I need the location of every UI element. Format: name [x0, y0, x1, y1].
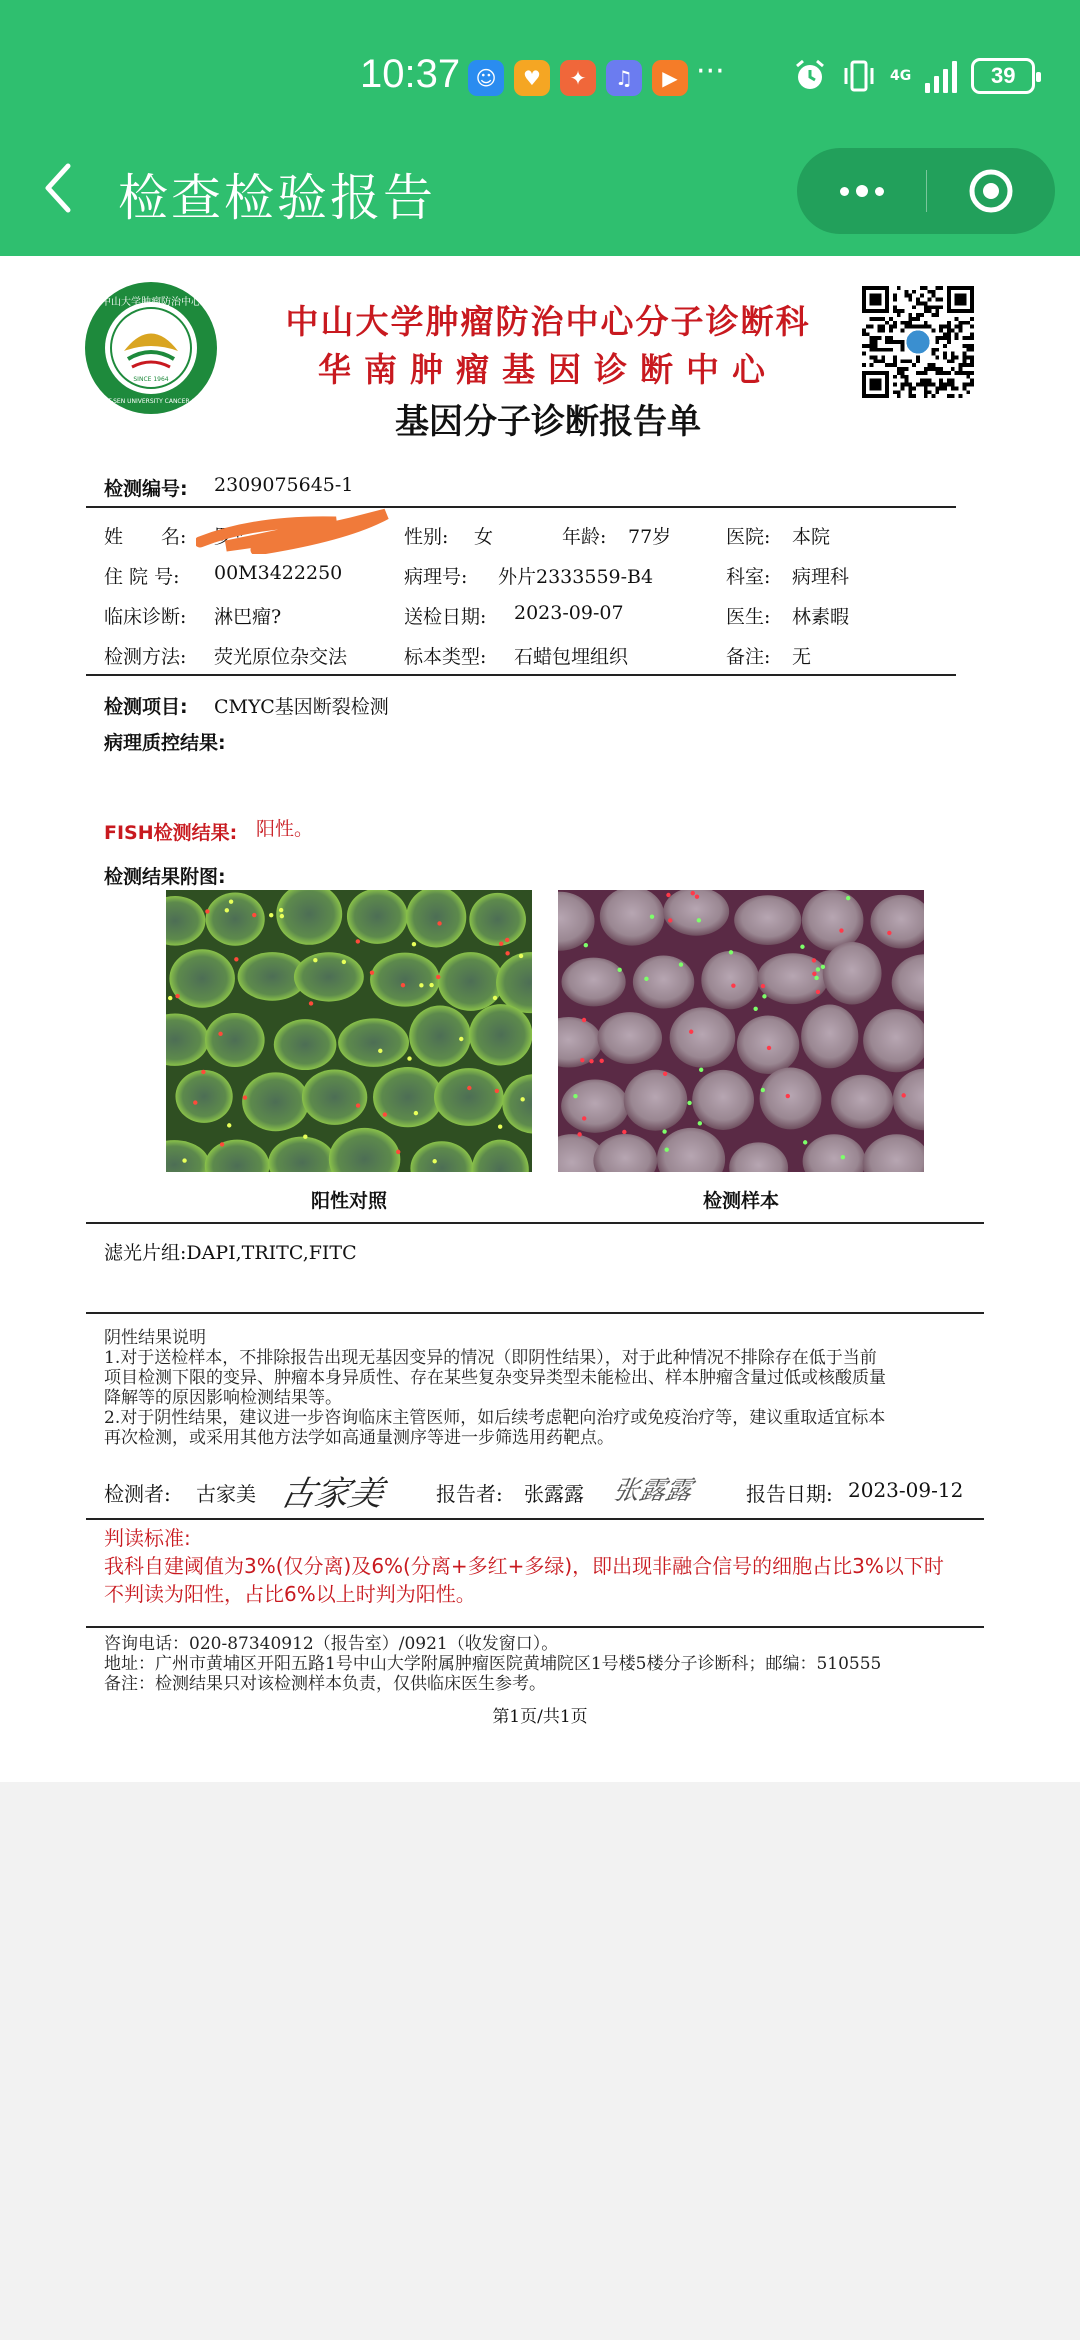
patient-name: 罗* [214, 526, 243, 548]
test-no: 2309075645-1 [214, 474, 354, 496]
tester-label: 检测者: [104, 1482, 171, 1506]
battery-level: 39 [990, 63, 1016, 88]
divider [86, 1222, 984, 1224]
video-app-icon: ▶ [652, 60, 688, 96]
inpatient-label: 住 院 号: [104, 566, 180, 588]
criteria-title: 判读标准: [104, 1526, 191, 1550]
more-notifications-icon: ··· [696, 54, 725, 89]
dept: 病理科 [792, 566, 850, 588]
logo-since: SINCE 1964 [133, 376, 169, 383]
report-date-label: 报告日期: [746, 1482, 833, 1506]
notification-icons [468, 60, 688, 96]
negative-note-line4: 2.对于阴性结果，建议进一步咨询临床主管医师，如后续考虑靶向治疗或免疫治疗等，建议重取适宜标本 [104, 1408, 886, 1428]
report-document [0, 256, 1080, 1782]
inpatient-no: 00M3422250 [214, 562, 343, 584]
gender-label: 性别: [404, 526, 449, 548]
reporter-label: 报告者: [436, 1482, 503, 1506]
dept-label: 科室: [726, 566, 771, 588]
music-app-icon: ♫ [606, 60, 642, 96]
disclaimer: 备注：检测结果只对该检测样本负责，仅供临床医生参考。 [104, 1674, 546, 1694]
alarm-icon [792, 58, 828, 94]
method: 荧光原位杂交法 [214, 646, 348, 668]
app-header [0, 0, 1080, 256]
shop-app-icon: ♥ [514, 60, 550, 96]
chat-app-icon: ☺ [468, 60, 504, 96]
hospital-logo [84, 281, 218, 415]
sample-type: 石蜡包埋组织 [514, 646, 629, 668]
reporter-name: 张露露 [524, 1482, 584, 1506]
positive-control-image [166, 890, 532, 1172]
back-button[interactable] [36, 158, 80, 218]
contact-info: 咨询电话：020-87340912（报告室）/0921（收发窗口）。 [104, 1634, 559, 1654]
social-app-icon: ✦ [560, 60, 596, 96]
images-label: 检测结果附图: [104, 866, 226, 888]
qc-label: 病理质控结果: [104, 732, 226, 754]
divider [86, 1626, 984, 1628]
filter-set: 滤光片组:DAPI,TRITC,FITC [104, 1242, 357, 1264]
status-time: 10:37 [360, 52, 461, 96]
remark: 无 [792, 646, 812, 668]
close-mini-program-button[interactable] [927, 148, 1055, 234]
test-sample-caption: 检测样本 [702, 1190, 779, 1212]
doctor: 林素暇 [792, 606, 850, 628]
negative-note-title: 阴性结果说明 [104, 1328, 206, 1348]
test-sample-image [558, 890, 924, 1172]
battery-icon [971, 58, 1035, 94]
test-item: CMYC基因断裂检测 [214, 696, 389, 718]
criteria-line1: 我科自建阈值为3%(仅分离)及6%(分离+多红+多绿)，即出现非融合信号的细胞占比3%以下时 [104, 1554, 944, 1578]
negative-note-line5: 再次检测，或采用其他方法学如高通量测序等进一步筛选用药靶点。 [104, 1428, 614, 1448]
divider [86, 1518, 984, 1520]
divider [86, 674, 956, 676]
page-title: 检查检验报告 [118, 169, 436, 227]
name-label: 姓 名: [104, 526, 187, 548]
vibrate-icon [842, 58, 876, 94]
logo-text: 中山大学肿瘤防治中心 [101, 297, 201, 308]
network-type: 4G [890, 68, 912, 84]
chevron-left-icon [36, 158, 80, 218]
diagnosis-label: 临床诊断: [104, 606, 187, 628]
logo-text-en: SUN YAT-SEN UNIVERSITY CANCER CENTER [86, 398, 216, 405]
redaction-mark [196, 506, 392, 554]
tester-name: 古家美 [196, 1482, 256, 1506]
mini-program-capsule [797, 148, 1055, 234]
age-label: 年龄: [562, 526, 607, 548]
fish-result: 阳性。 [256, 818, 314, 840]
negative-note-line1: 1.对于送检样本，不排除报告出现无基因变异的情况（即阴性结果），对于此种情况不排除存在低于当前 [104, 1348, 877, 1368]
remark-label: 备注: [726, 646, 771, 668]
age: 77岁 [628, 526, 672, 548]
status-right [792, 58, 1035, 94]
gender: 女 [474, 526, 494, 548]
tester-signature: 古家美 [277, 1474, 388, 1514]
address-info: 地址：广州市黄埔区开阳五路1号中山大学附属肿瘤医院黄埔院区1号楼5楼分子诊断科；邮编：510555 [104, 1654, 882, 1674]
org-name-line1: 中山大学肿瘤防治中心分子诊断科 [285, 302, 811, 341]
hospital-label: 医院: [726, 526, 771, 548]
target-close-icon [966, 166, 1016, 216]
doctor-label: 医生: [726, 606, 771, 628]
reporter-signature: 张露露 [610, 1476, 695, 1506]
negative-note-line3: 降解等的原因影响检测结果等。 [104, 1388, 342, 1408]
signal-icon [925, 59, 957, 93]
fish-label: FISH检测结果: [104, 822, 238, 844]
pathology-no: 外片2333559-B4 [498, 566, 654, 588]
divider [86, 1312, 984, 1314]
report-date: 2023-09-12 [848, 1478, 964, 1502]
org-name-line2: 华南肿瘤基因诊断中心 [318, 350, 778, 389]
test-no-label: 检测编号: [104, 478, 188, 500]
hospital: 本院 [792, 526, 831, 548]
report-title: 基因分子诊断报告单 [395, 402, 701, 442]
pathology-label: 病理号: [404, 566, 468, 588]
criteria-line2: 不判读为阳性，占比6%以上时判为阳性。 [104, 1582, 476, 1606]
diagnosis: 淋巴瘤? [214, 606, 282, 628]
positive-control-caption: 阳性对照 [310, 1190, 387, 1212]
negative-note-line2: 项目检测下限的变异、肿瘤本身异质性、存在某些复杂变异类型未能检出、样本肿瘤含量过低或核酸质量 [104, 1368, 886, 1388]
more-menu-button[interactable] [797, 148, 926, 234]
qr-code[interactable] [862, 286, 974, 398]
method-label: 检测方法: [104, 646, 187, 668]
page-indicator: 第1页/共1页 [492, 1707, 588, 1727]
criteria [104, 1524, 984, 1608]
item-label: 检测项目: [104, 696, 188, 718]
send-date-label: 送检日期: [404, 606, 487, 628]
sample-label: 标本类型: [404, 646, 487, 668]
send-date: 2023-09-07 [514, 602, 624, 624]
